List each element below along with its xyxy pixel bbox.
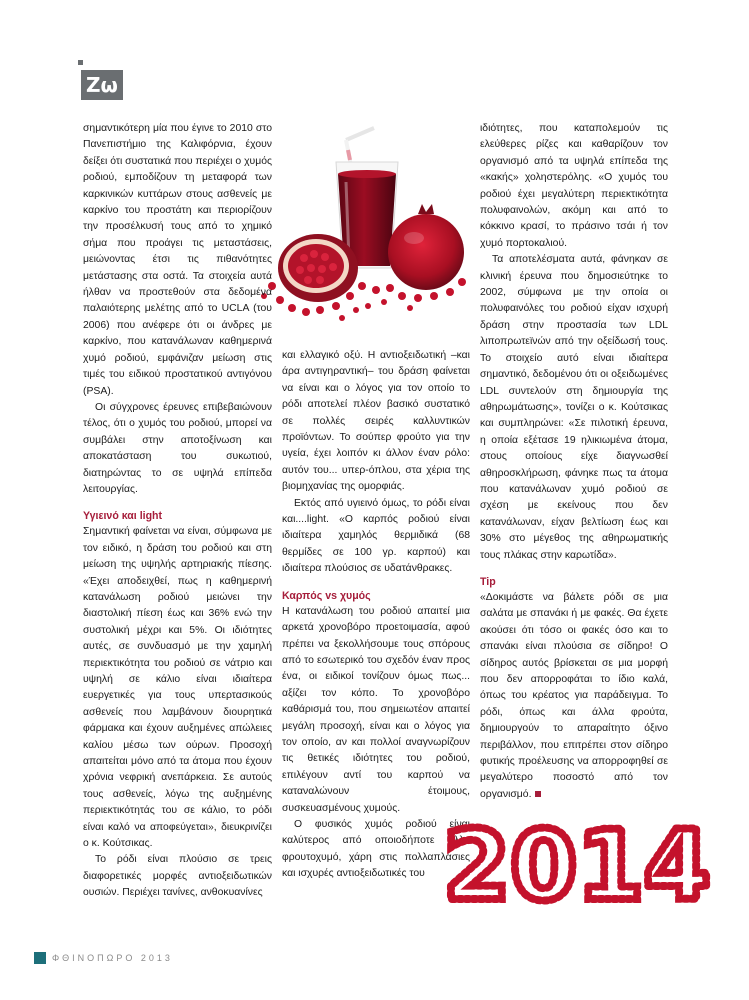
subheading-tip: Tip: [480, 575, 496, 588]
paragraph: ιδιότητες, που καταπολεμούν τις ελεύθερες ρίζες και καθαρίζουν τον οργανισμό από τα υψηλά επίπεδα της «κακής» χοληστερόλης. «Ο χυμός του ροδιού έχει μεγαλύτερη περιεκτικότητα πολυφαινολών, ακόμη και από το κόκκινο κρασί, το πράσινο τσάι ή τον χυμό πορτοκαλιού.: [480, 123, 668, 249]
paragraph: και ελλαγικό οξύ. Η αντιοξειδωτική –και άρα αντιγηραντική– του δράση φαίνεται να είναι και ο λόγος για τον οποίο το ρόδι αποτελεί πλέον βασικό συστατικό σε πολλές σειρές καλλυντικών προϊόντων. Το σούπερ φρούτο για την υγεία, έχει λοιπόν κι άλλον έναν ρόλο: αυτόν του... υπερ-όπλου, στα χέρια της βιομηχανίας της ομορφιάς.: [282, 350, 470, 493]
pomegranate-whole-graphic: [388, 204, 464, 290]
article-end-mark: [535, 791, 541, 797]
subheading-healthy-light: Υγιεινό και light: [83, 510, 163, 523]
section-badge-dot: [78, 60, 83, 65]
pomegranate-juice-image: [250, 110, 482, 342]
year-2014-text: 2014: [443, 810, 711, 922]
paragraph: Το ρόδι είναι πλούσιο σε τρεις διαφορετικές μορφές αντιοξειδωτικών ουσιών. Περιέχει τανίνες, ανθοκυανίνες: [83, 854, 272, 899]
pomegranate-half-graphic: [278, 234, 358, 302]
year-2014-pomegranate-art: [443, 810, 711, 922]
footer-issue: ΦΘΙΝΟΠΩΡΟ 2013: [52, 953, 173, 963]
paragraph: Σημαντική φαίνεται να είναι, σύμφωνα με τον ειδικό, η δράση του ροδιού και στη μείωση της υψηλής αρτηριακής πίεσης. «Έχει αποδειχθεί, πως η καθημερινή κατανάλωση ροδιού μειώνει την διαστολική πίεση έως και 36% ενώ την συστολική μέχρι και 5%. Οι ιδιότητες αυτές, σε συνδυασμό με την χαμηλή περιεκτικότητα του ροδιού σε νάτριο και υψηλή σε κάλιο είναι ιδιαίτερα ευεργετικές για τους υπερτασικούς ασθενείς που λαμβάνουν διουρητικά φάρμακα και έχουν αυξημένες απώλειες καλίου μέσω των ούρων. Προσοχή απαιτείται μόνο από τα άτομα που έχουν χρόνια νεφρική ανεπάρκεια. Σε αυτούς τους ασθενείς, λόγω της αυξημένης περιεκτικότητάς του σε κάλιο, το ρόδι είναι καλό να αποφεύγεται», διευκρινίζει ο κ. Κούτσικας.: [83, 526, 272, 850]
paragraph: Εκτός από υγιεινό όμως, το ρόδι είναι και....light. «Ο καρπός ροδιού είναι ιδιαίτερα χαμηλός θερμιδικά (68 θερμίδες σε 100 γρ. καρπού) και ιδιαίτερα πλούσιος σε υδατάνθρακες.: [282, 497, 470, 575]
tip-paragraph: [480, 590, 668, 803]
paragraph: Τα αποτελέσματα αυτά, φάνηκαν σε κλινική έρευνα που δημοσιεύτηκε το 2002, σύμφωνα με την οποία οι πολυφαινόλες του ροδιού είχαν ισχυρή δράση στην προστασία των LDL λιποπρωτεϊνών από την οξείδωσή τους. Το στοιχείο αυτό είναι ιδιαίτερα σημαντικό, δεδομένου ότι οι οξειδωμένες LDL συντελούν στη δημιουργία της αθηρωμάτωσης», τονίζει ο κ. Κούτσικας και συμπληρώνει: «Σε πιλοτική έρευνα, η οποία εξέτασε 19 ηλικιωμένα άτομα, στους οποίους είχε διαγνωσθεί αθηροσκλήρωση, φάνηκε πως τα άτομα που κατανάλωναν χυμό ροδιού σε σχέση με εκείνους που δεν κατανάλωναν, είχαν βελτίωση έως και 30% στο μέγεθος της αθηρωματικής τους πλάκας στην καρωτίδα».: [480, 254, 668, 561]
paragraph: σημαντικότερη μία που έγινε το 2010 στο Πανεπιστήμιο της Καλιφόρνια, έχουν δείξει ότι συστατικά που περιέχει ο χυμός ροδιού, εμποδίζουν τη μεταφορά των καρκινικών κυττάρων στους ασθενείς με καρκίνο του προστάτη και περιορίζουν την προσέλκυσή τους από το χημικό σήμα που προάγει τις μεταστάσεις, μειώνοντας έτσι τις πιθανότητες μετάστασης στα οστά. Τα στοιχεία αυτά ήλθαν να προστεθούν στα δεδομένα παλαιότερης μελέτης από το UCLA (του 2006) που ανέφερε ότι οι άνδρες με καρκίνο, που κατανάλωναν καθημερινά χυμό ροδιού, εμφάνιζαν μείωση στις τιμές του ειδικού προστατικού αντιγόνου (PSA).: [83, 123, 272, 397]
article-column-2: [282, 348, 470, 883]
paragraph: Η κατανάλωση του ροδιού απαιτεί μια αρκετά χρονοβόρο προετοιμασία, αφού πρέπει να ξεκολλήσουμε τους σπόρους από το εσωτερικό του σχεδόν έναν προς ένα, οι ειδικοί τονίζουν όμως πως... αξίζει τον κόπο. Το χρονοβόρο καθάρισμά του, που σημειωτέον απαιτεί μεγάλη προσοχή, είναι και ο λόγος για τον οποίο, αν και πολλοί αναγνωρίζουν τις θετικές ιδιότητες του ροδιού, επιλέγουν αντί του καρπού να καταναλώνουν έτοιμους, συσκευασμένους χυμούς.: [282, 605, 470, 814]
paragraph: Οι σύγχρονες έρευνες επιβεβαιώνουν τέλος, ότι ο χυμός του ροδιού, μπορεί να συμβάλει στην αποτοξίνωση και αποκατάσταση του συκωτιού, διατηρώντας το σε υψηλά επίπεδα λειτουργίας.: [83, 401, 272, 495]
article-column-3: [480, 121, 668, 803]
footer-square: [34, 952, 46, 964]
paragraph: Ο φυσικός χυμός ροδιού είναι καλύτερος από οποιοδήποτε άλλο φρουτοχυμό, χάρη στις πολλαπλάσιες και ισχυρές αντιοξειδωτικές του: [282, 818, 470, 880]
section-badge: Ζω: [81, 70, 123, 100]
subheading-fruit-vs-juice: Καρπός vs χυμός: [282, 589, 371, 602]
article-column-1: [83, 121, 272, 902]
tip-text: «Δοκιμάστε να βάλετε ρόδι σε μια σαλάτα με σπανάκι ή με φακές. Θα έχετε ακούσει ότι τόσο οι φακές όσο και το σπανάκι είναι πλούσια σε σίδηρο! Ο σίδηρος αυτός βρίσκεται σε μια μορφή που δεν απορροφάται το ίδιο καλά, όπως του κρέατος για παράδειγμα. Το ρόδι, όπως και άλλα φρούτα, δημιουργούν το απαραίτητο όξινο περιβάλλον, που επιτρέπει στον σίδηρο φυτικής προέλευσης να απορροφηθεί σε μεγαλύτερο ποσοστό από τον οργανισμό.: [480, 591, 668, 800]
